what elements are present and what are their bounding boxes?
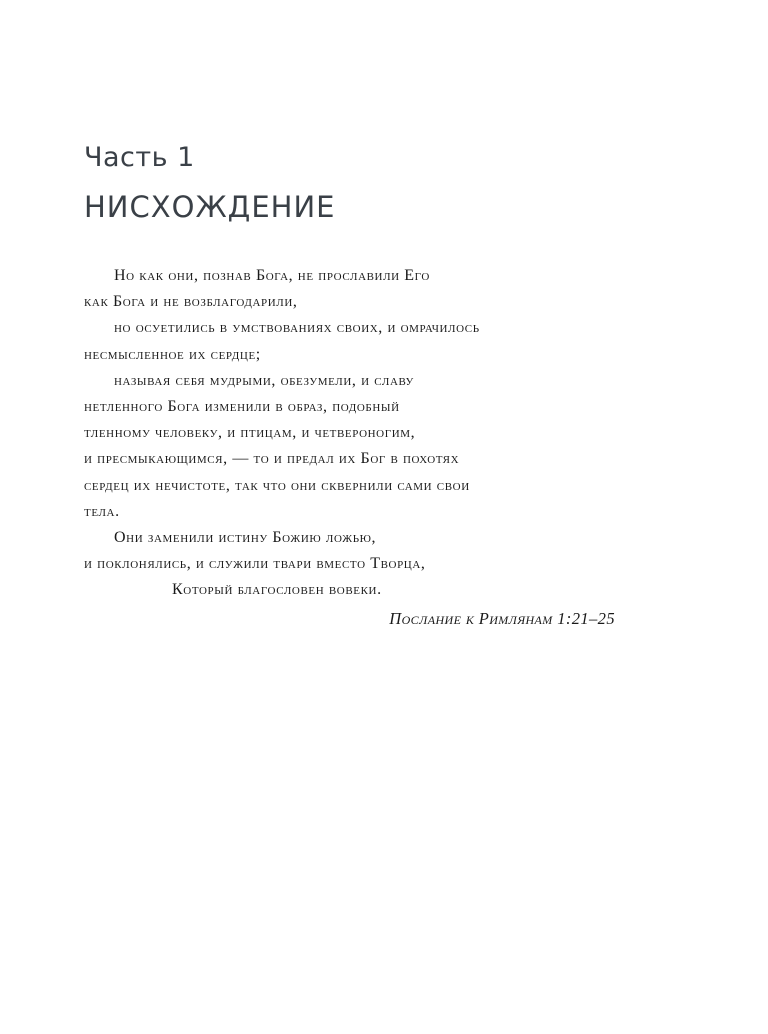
epigraph-line: и поклонялись, и служили твари вместо Творца, xyxy=(84,555,426,573)
epigraph-line: но осуетились в умствованиях своих, и омрачилось xyxy=(114,319,480,337)
epigraph-line: сердец их нечистоте, так что они сквернили сами свои xyxy=(84,476,470,494)
part-label: Часть 1 xyxy=(84,142,195,173)
epigraph-line: Который благословен вовеки. xyxy=(172,581,382,599)
part-title: НИСХОЖДЕНИЕ xyxy=(84,190,336,224)
epigraph-line: нетленного Бога изменили в образ, подобный xyxy=(84,397,400,415)
epigraph-line: Они заменили истину Божию ложью, xyxy=(114,528,377,546)
epigraph-line: как Бога и не возблагодарили, xyxy=(84,293,298,311)
epigraph-line: тела. xyxy=(84,502,120,520)
epigraph xyxy=(84,263,644,603)
epigraph-line: тленному человеку, и птицам, и четвероногим, xyxy=(84,424,416,442)
epigraph-line: называя себя мудрыми, обезумели, и славу xyxy=(114,371,414,389)
epigraph-line: Но как они, познав Бога, не прославили Его xyxy=(114,267,430,284)
epigraph-line: и пресмыкающимся, — то и предал их Бог в похотях xyxy=(84,450,460,468)
epigraph-line: несмысленное их сердце; xyxy=(84,345,261,363)
epigraph-attribution: Послание к Римлянам 1:21–25 xyxy=(389,609,615,628)
